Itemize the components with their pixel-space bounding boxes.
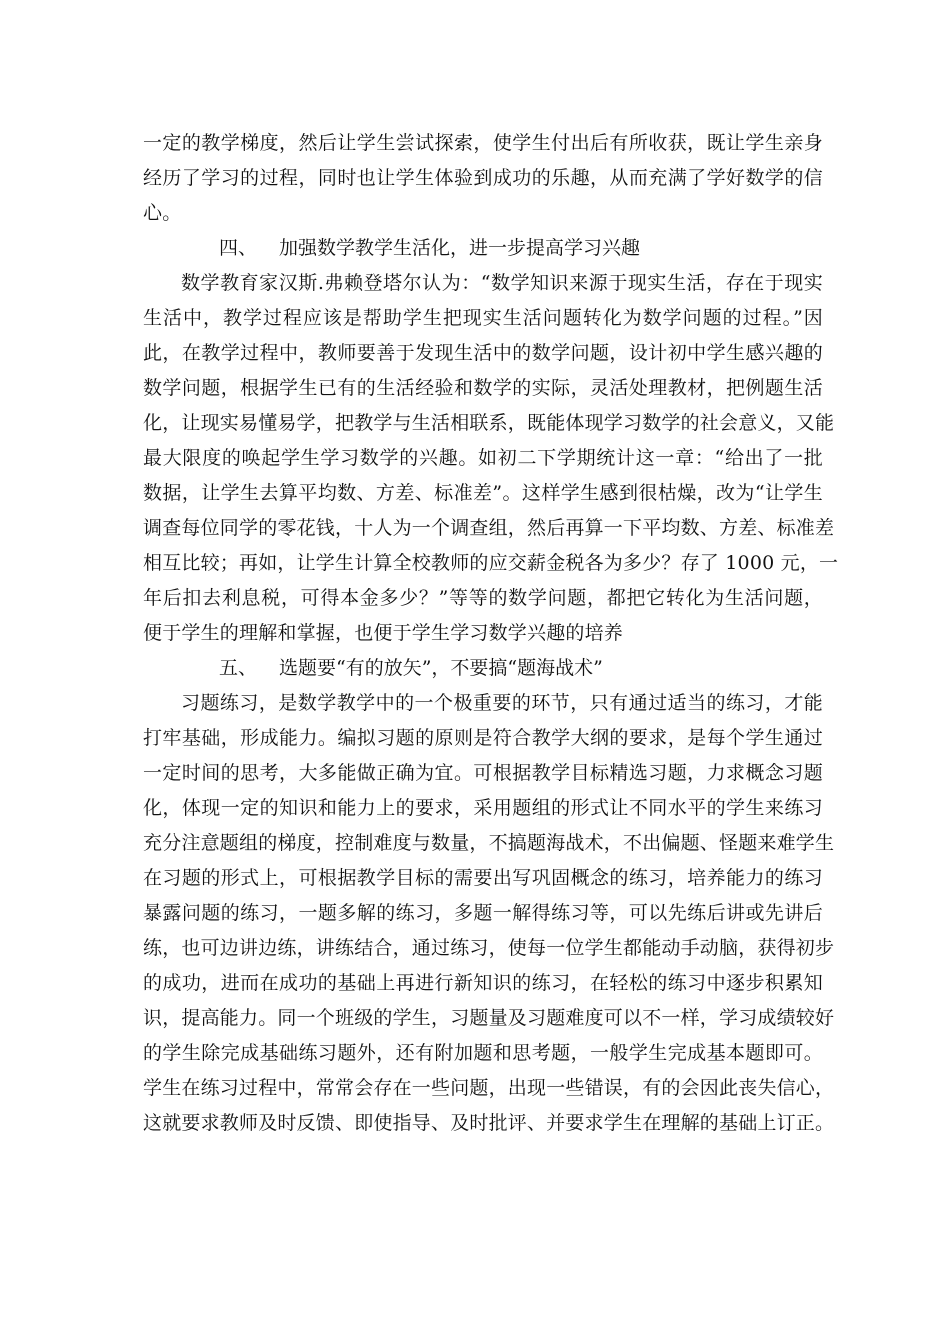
paragraph-line: 一定时间的思考，大多能做正确为宜。可根据教学目标精选习题，力求概念习题 — [143, 762, 823, 784]
paragraph-line: 调查每位同学的零花钱，十人为一个调查组，然后再算一下平均数、方差、标准差 — [143, 517, 835, 539]
section-title: 选题要“有的放矢”，不要搞“题海战术” — [279, 657, 603, 679]
paragraph-line: 的学生除完成基础练习题外，还有附加题和思考题，一般学生完成基本题即可。 — [143, 1042, 823, 1064]
paragraph-line: 一定的教学梯度，然后让学生尝试探索，使学生付出后有所收获，既让学生亲身 — [143, 132, 823, 154]
paragraph-line: 此，在教学过程中，教师要善于发现生活中的数学问题，设计初中学生感兴趣的 — [143, 342, 823, 364]
paragraph-line: 的成功，进而在成功的基础上再进行新知识的练习，在轻松的练习中逐步积累知 — [143, 972, 823, 994]
paragraph-line: 打牢基础，形成能力。编拟习题的原则是符合教学大纲的要求，是每个学生通过 — [143, 727, 823, 749]
paragraph-line: 暴露问题的练习，一题多解的练习，多题一解得练习等，可以先练后讲或先讲后 — [143, 902, 823, 924]
section-heading — [219, 236, 640, 260]
paragraph-line: 习题练习，是数学教学中的一个极重要的环节，只有通过适当的练习，才能 — [181, 692, 823, 714]
paragraph-line: 年后扣去利息税，可得本金多少？”等等的数学问题，都把它转化为生活问题， — [143, 587, 823, 609]
section-number: 五、 — [219, 657, 258, 679]
paragraph-line: 在习题的形式上，可根据教学目标的需要出写巩固概念的练习，培养能力的练习 — [143, 867, 823, 889]
paragraph-line: 数学问题，根据学生已有的生活经验和数学的实际，灵活处理教材，把例题生活 — [143, 377, 823, 399]
paragraph-line: 学生在练习过程中，常常会存在一些问题，出现一些错误，有的会因此丧失信心， — [143, 1077, 835, 1099]
paragraph-line: 最大限度的唤起学生学习数学的兴趣。如初二下学期统计这一章：“给出了一批 — [143, 447, 823, 469]
paragraph-line: 数学教育家汉斯.弗赖登塔尔认为：“数学知识来源于现实生活，存在于现实 — [181, 272, 823, 294]
paragraph-line: 数据，让学生去算平均数、方差、标准差”。这样学生感到很枯燥，改为“让学生 — [143, 482, 823, 504]
paragraph-line: 经历了学习的过程，同时也让学生体验到成功的乐趣，从而充满了学好数学的信 — [143, 167, 823, 189]
paragraph-line: 心。 — [143, 202, 182, 224]
paragraph-line: 这就要求教师及时反馈、即使指导、及时批评、并要求学生在理解的基础上订正。 — [143, 1112, 835, 1134]
paragraph-line: 便于学生的理解和掌握，也便于学生学习数学兴趣的培养 — [143, 622, 624, 644]
section-heading — [219, 656, 603, 680]
section-title: 加强数学教学生活化，进一步提高学习兴趣 — [279, 237, 641, 259]
paragraph-line: 化，体现一定的知识和能力上的要求，采用题组的形式让不同水平的学生来练习 — [143, 797, 823, 819]
section-number: 四、 — [219, 237, 258, 259]
paragraph-line: 相互比较；再如，让学生计算全校教师的应交薪金税各为多少？存了 1000 元，一 — [143, 552, 839, 574]
paragraph-line: 化，让现实易懂易学，把教学与生活相联系，既能体现学习数学的社会意义，又能 — [143, 412, 835, 434]
paragraph-line: 练，也可边讲边练，讲练结合，通过练习，使每一位学生都能动手动脑，获得初步 — [143, 937, 835, 959]
paragraph-line: 充分注意题组的梯度，控制难度与数量，不搞题海战术，不出偏题、怪题来难学生 — [143, 832, 835, 854]
paragraph-line: 生活中，教学过程应该是帮助学生把现实生活问题转化为数学问题的过程。”因 — [143, 307, 823, 329]
paragraph-line: 识，提高能力。同一个班级的学生，习题量及习题难度可以不一样，学习成绩较好 — [143, 1007, 835, 1029]
